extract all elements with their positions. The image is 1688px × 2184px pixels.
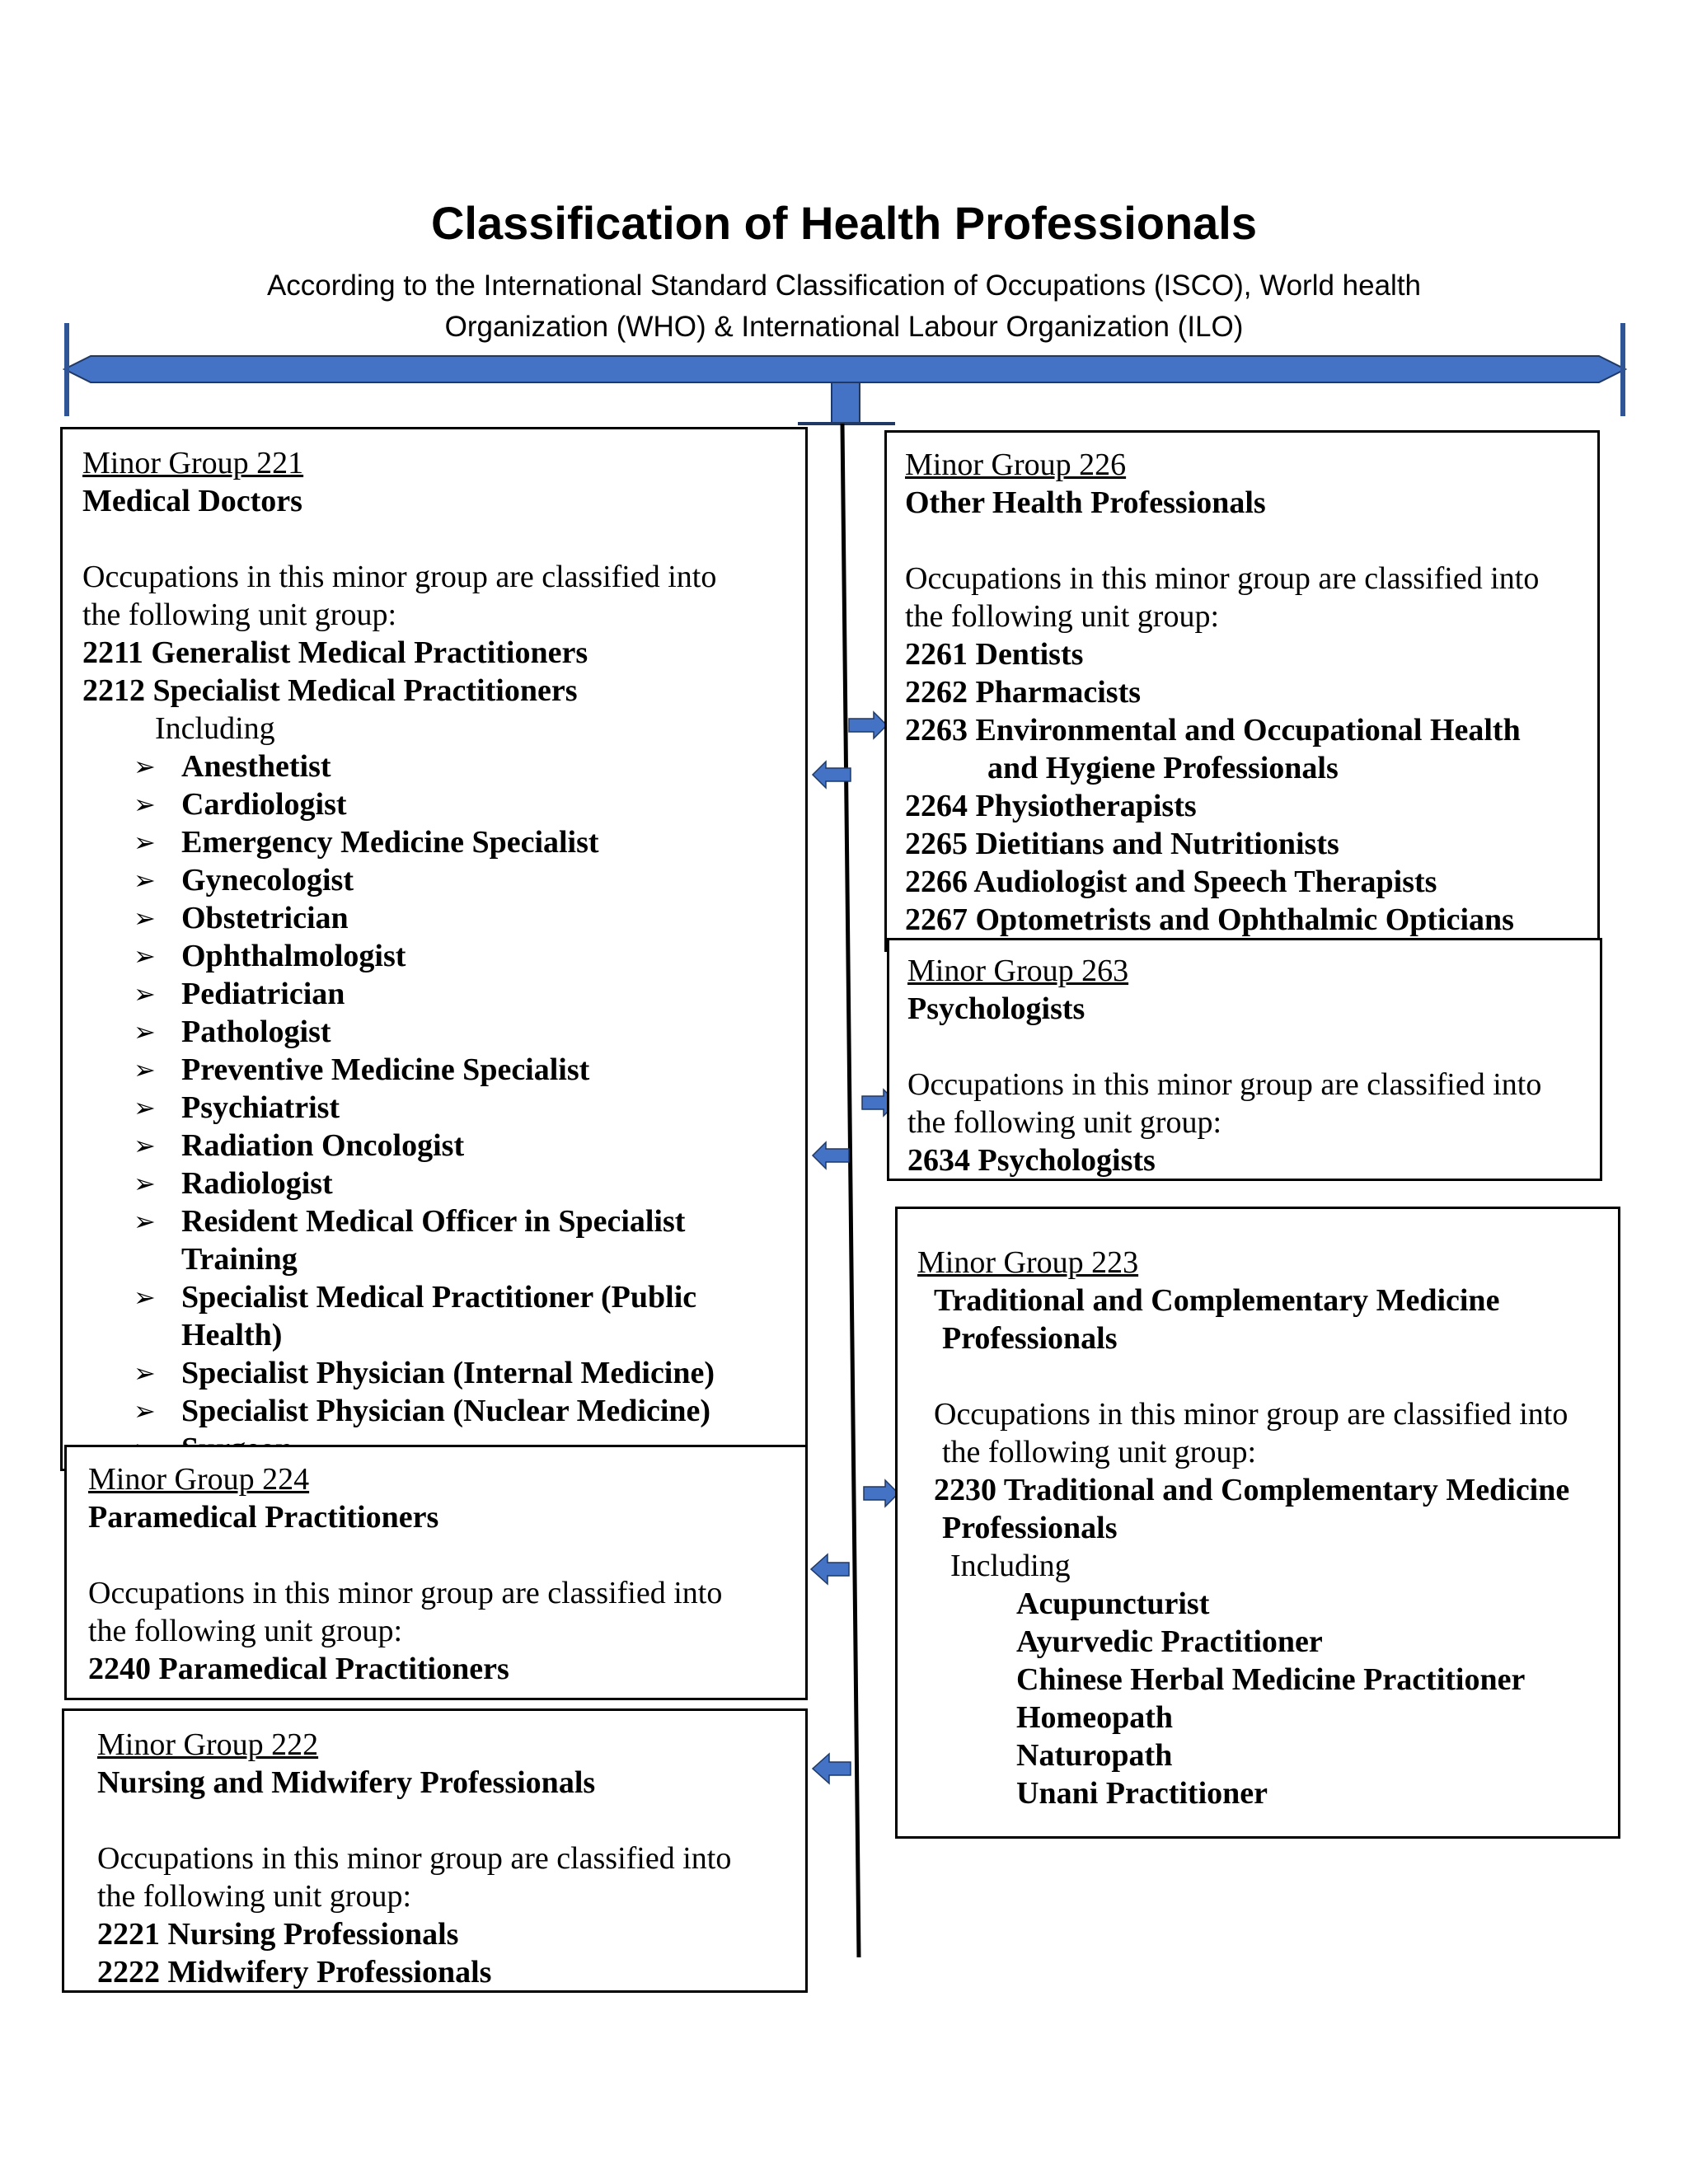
arrow-bullet-icon: ➢	[134, 827, 156, 858]
arrow-bullet-icon: ➢	[134, 978, 156, 1010]
list-item: Acupuncturist	[1016, 1586, 1210, 1621]
list-item: ➢ Resident Medical Officer in Specialist Training	[134, 1204, 686, 1277]
group-name: Traditional and Complementary Medicine	[934, 1283, 1500, 1318]
arrow-bullet-icon: ➢	[134, 1016, 156, 1047]
including-label: Including	[950, 1549, 1071, 1583]
list-item: Unani Practitioner	[1016, 1776, 1268, 1811]
unit-group: 2266 Audiologist and Speech Therapists	[905, 865, 1437, 899]
intro-line-1: Occupations in this minor group are classified into	[934, 1397, 1568, 1432]
top-bar-stem	[832, 382, 860, 424]
intro-line-2: the following unit group:	[942, 1435, 1257, 1469]
subtitle-line-1: According to the International Standard Classification of Occupations (ISCO), World health	[266, 269, 1422, 302]
arrow-left-224	[811, 1554, 849, 1584]
minor-group-221-box	[60, 427, 808, 1471]
including-label: Including	[155, 711, 275, 746]
intro-line-1: Occupations in this minor group are classified into	[88, 1576, 723, 1610]
unit-group-cont: Professionals	[942, 1511, 1118, 1545]
list-item: ➢ Specialist Physician (Internal Medicine)	[134, 1356, 715, 1390]
unit-group: 2262 Pharmacists	[905, 675, 1142, 710]
arrow-bullet-icon: ➢	[134, 751, 156, 782]
list-item: ➢ Radiation Oncologist	[134, 1128, 465, 1163]
group-label: Minor Group 223	[917, 1245, 1139, 1280]
list-item: ➢ Cardiologist	[134, 787, 347, 822]
arrow-bullet-icon: ➢	[134, 902, 156, 934]
unit-group: 2261 Dentists	[905, 637, 1084, 672]
intro-line-2: the following unit group:	[82, 598, 397, 632]
minor-group-263-box	[887, 938, 1602, 1181]
group-label: Minor Group 224	[88, 1462, 310, 1497]
list-item: ➢ Pathologist	[134, 1015, 331, 1049]
arrow-bullet-icon: ➢	[134, 1092, 156, 1123]
arrow-bullet-icon: ➢	[134, 865, 156, 896]
intro-line-1: Occupations in this minor group are classified into	[82, 560, 717, 594]
unit-group: 2265 Dietitians and Nutritionists	[905, 827, 1339, 861]
arrow-bullet-icon: ➢	[134, 789, 156, 820]
arrow-bullet-icon: ➢	[134, 1168, 156, 1199]
unit-group: 2230 Traditional and Complementary Medicine	[934, 1473, 1570, 1507]
intro-line-2: the following unit group:	[905, 599, 1220, 634]
arrow-bullet-icon: ➢	[134, 1282, 156, 1313]
list-item: ➢ Radiologist	[134, 1166, 333, 1201]
arrow-bullet-icon: ➢	[134, 1206, 156, 1237]
list-item: ➢ Specialist Physician (Nuclear Medicine)	[134, 1394, 711, 1428]
subtitle-line-2: Organization (WHO) & International Labour Organization (ILO)	[444, 311, 1244, 343]
group-label: Minor Group 263	[907, 954, 1129, 988]
unit-group: 2267 Optometrists and Ophthalmic Opticians	[905, 902, 1514, 937]
unit-group: 2240 Paramedical Practitioners	[88, 1652, 509, 1686]
intro-line-2: the following unit group:	[97, 1879, 412, 1914]
unit-group: 2212 Specialist Medical Practitioners	[82, 673, 578, 708]
arrow-right-226	[849, 712, 887, 738]
intro-line-1: Occupations in this minor group are classified into	[905, 561, 1540, 596]
arrow-bullet-icon: ➢	[134, 1054, 156, 1085]
arrow-bullet-icon: ➢	[134, 1130, 156, 1161]
unit-group: 2221 Nursing Professionals	[97, 1917, 459, 1952]
list-item: ➢ Gynecologist	[134, 863, 354, 898]
arrow-bullet-icon: ➢	[134, 1357, 156, 1389]
unit-group: and Hygiene Professionals	[987, 751, 1339, 785]
intro-line-1: Occupations in this minor group are classified into	[907, 1067, 1542, 1102]
list-item: Ayurvedic Practitioner	[1016, 1624, 1323, 1659]
page-title: Classification of Health Professionals	[430, 197, 1258, 249]
arrow-bullet-icon: ➢	[134, 1395, 156, 1427]
unit-group: 2263 Environmental and Occupational Health	[905, 713, 1521, 748]
list-item: Naturopath	[1016, 1738, 1173, 1773]
group-name: Nursing and Midwifery Professionals	[97, 1765, 596, 1800]
vertical-trunk	[842, 424, 859, 1957]
group-name: Medical Doctors	[82, 484, 302, 518]
group-label: Minor Group 221	[82, 446, 304, 480]
arrow-right-223	[864, 1480, 898, 1507]
left-arrow-tip	[64, 323, 69, 416]
minor-group-226-box	[884, 430, 1600, 952]
group-name: Other Health Professionals	[905, 485, 1266, 520]
list-item: Homeopath	[1016, 1700, 1173, 1735]
right-arrow-tip	[1620, 323, 1625, 416]
group-label: Minor Group 222	[97, 1727, 319, 1762]
top-bar-arrow	[64, 356, 1625, 382]
group-label: Minor Group 226	[905, 448, 1127, 482]
group-name: Paramedical Practitioners	[88, 1500, 439, 1535]
intro-line-1: Occupations in this minor group are classified into	[97, 1841, 732, 1876]
unit-group: 2222 Midwifery Professionals	[97, 1955, 492, 1990]
minor-group-224-box	[64, 1445, 808, 1700]
arrow-bullet-icon: ➢	[134, 940, 156, 972]
specialist-list	[82, 748, 785, 1468]
unit-group: 2634 Psychologists	[907, 1143, 1156, 1178]
list-item: ➢ Anesthetist	[134, 749, 331, 784]
list-item: Chinese Herbal Medicine Practitioner	[1016, 1662, 1526, 1697]
list-item: ➢ Psychiatrist	[134, 1090, 340, 1125]
intro-line-2: the following unit group:	[88, 1614, 403, 1648]
list-item: ➢ Emergency Medicine Specialist	[134, 825, 599, 860]
intro-line-2: the following unit group:	[907, 1105, 1222, 1140]
list-item: ➢ Preventive Medicine Specialist	[134, 1052, 590, 1087]
list-item: ➢ Pediatrician	[134, 977, 345, 1011]
minor-group-222-box	[62, 1708, 808, 1993]
minor-group-223-box	[895, 1207, 1620, 1839]
list-item: ➢ Obstetrician	[134, 901, 349, 935]
unit-group: 2211 Generalist Medical Practitioners	[82, 635, 588, 670]
list-item: ➢ Specialist Medical Practitioner (Public Health)	[134, 1280, 697, 1352]
unit-group: 2264 Physiotherapists	[905, 789, 1197, 823]
group-name: Psychologists	[907, 991, 1085, 1026]
arrow-left-221b	[813, 1142, 849, 1169]
arrow-left-222	[813, 1754, 851, 1783]
group-name-cont: Professionals	[942, 1321, 1118, 1356]
list-item: ➢ Ophthalmologist	[134, 939, 406, 973]
